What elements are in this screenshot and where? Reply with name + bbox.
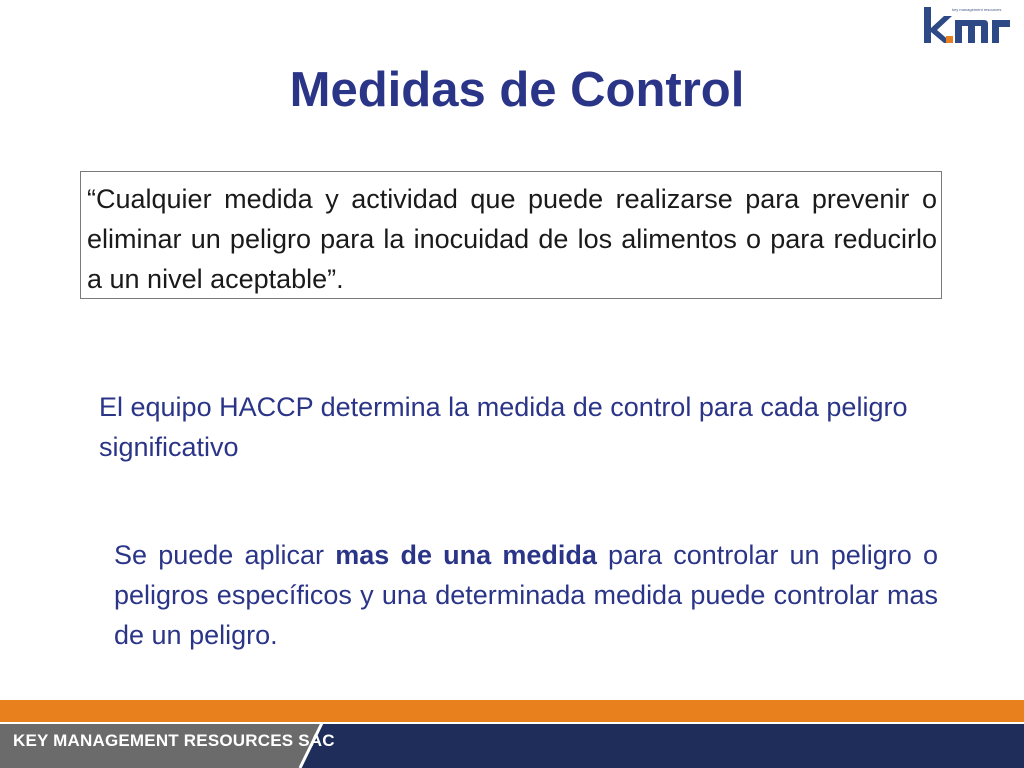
definition-box [80,171,942,299]
definition-text: “Cualquier medida y actividad que puede realizarse para prevenir o eliminar un peligro para la inocuidad de los alimentos o para reducirlo a un nivel aceptable”. [87,184,937,294]
note-part-2: para controlar un peligro o peligros específicos y una determinada medida puede controlar mas de un peligro. [114,540,938,650]
logo-tagline: key management resources [952,7,1002,12]
note-part-1: Se puede aplicar [114,540,336,570]
note-emphasis: mas de una medida [335,540,597,570]
slide-title: Medidas de Control [289,63,745,117]
footer-company-name: KEY MANAGEMENT RESOURCES SAC [13,731,335,750]
kmr-logo-mark [922,6,1012,46]
haccp-statement: El equipo HACCP determina la medida de control para cada peligro significativo [99,392,908,462]
kmr-logo [922,6,1012,46]
control-measure-note [114,535,938,655]
footer [0,700,1024,768]
